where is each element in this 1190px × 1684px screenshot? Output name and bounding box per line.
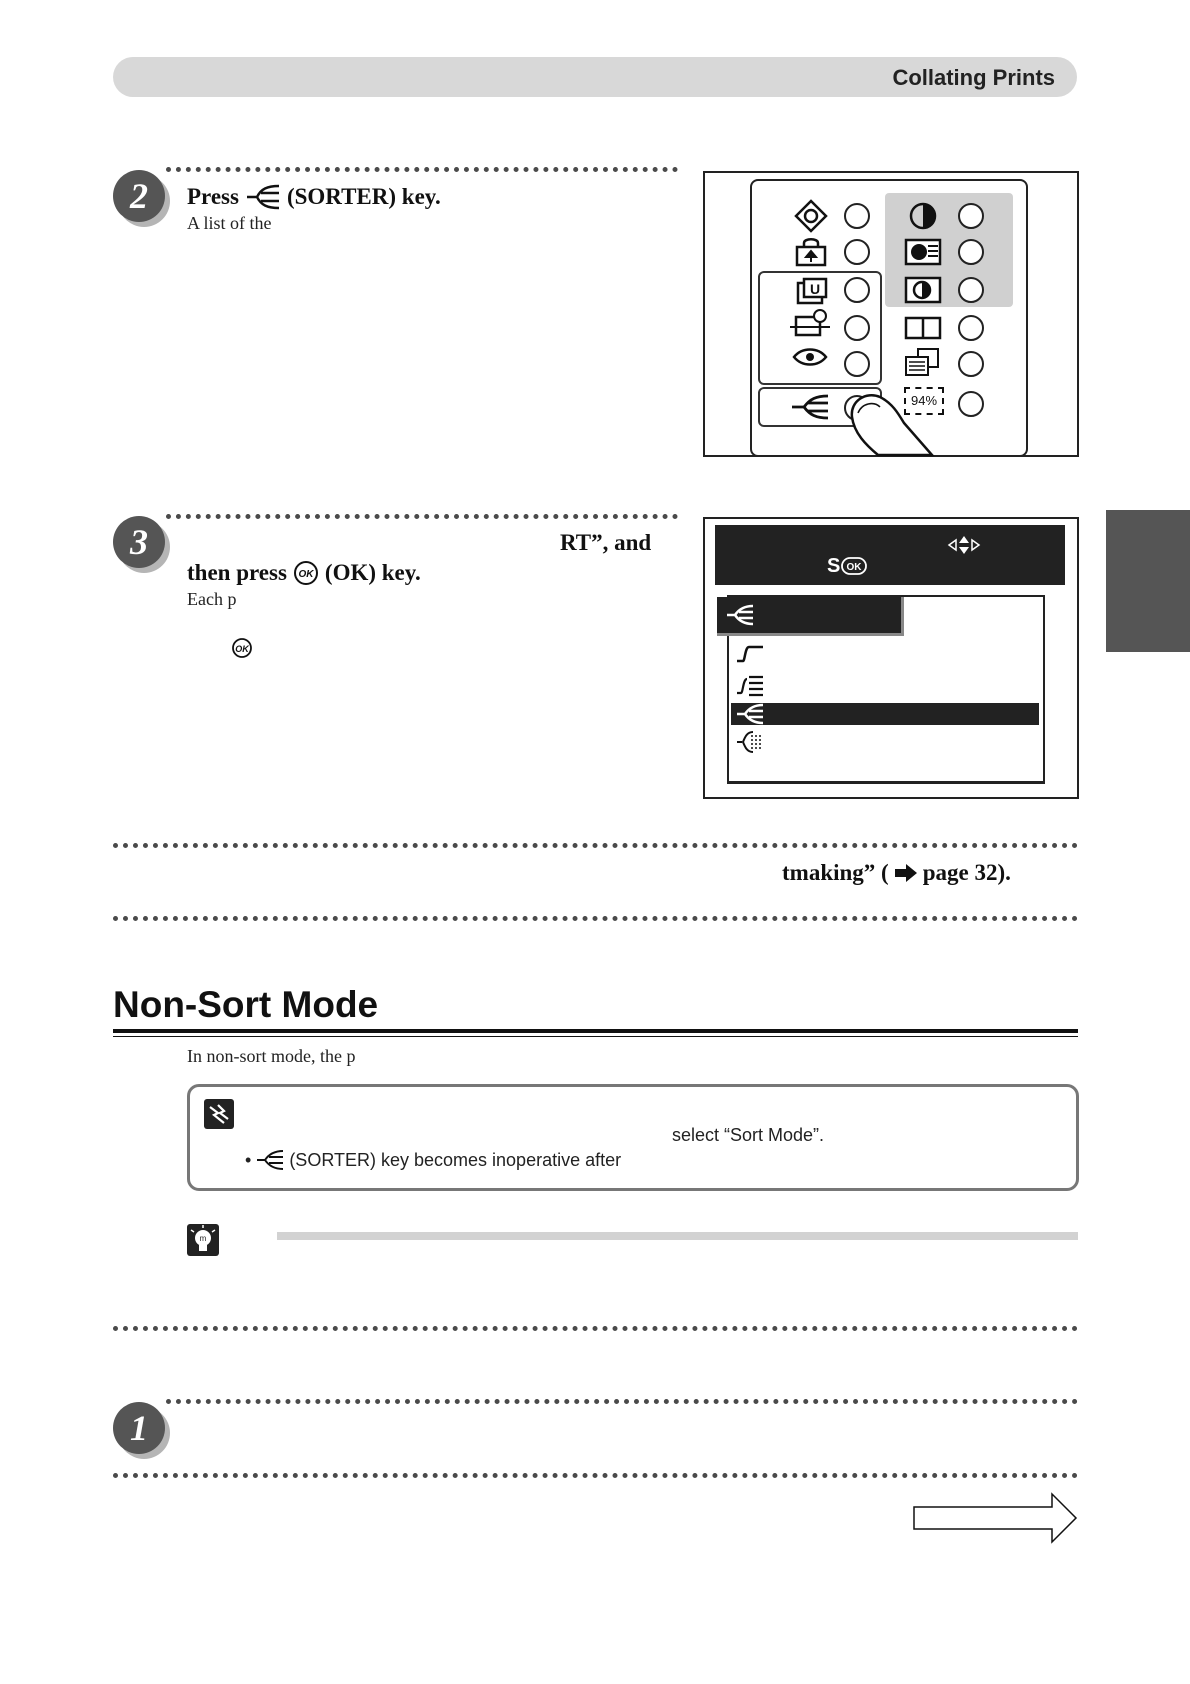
important-note-icon [204,1099,234,1129]
lcd-s-label: S [827,555,841,577]
book-shadow-icon [904,315,942,341]
svg-text:OK: OK [298,569,314,580]
menu-item-staple-sort[interactable] [735,729,1061,757]
non-sort-mode-icon [735,643,765,665]
svg-text:OK: OK [235,644,249,654]
sort-mode-icon [735,702,765,726]
panel-key-button[interactable] [958,203,984,229]
chapter-thumb-tab [1106,510,1190,652]
svg-text:OK: OK [846,562,862,573]
staple-sort-icon [735,729,765,755]
lcd-screen-illustration [703,517,1079,799]
eye-preview-icon [792,345,828,369]
step-number-badge: 3 [113,516,165,568]
header-bar [113,57,1077,97]
finger-pressing-illustration [848,389,938,459]
page-reference-prefix: tmaking” ( [782,860,889,885]
dotted-separator [113,1473,1078,1478]
dotted-separator [113,916,1078,921]
ok-key-icon [293,560,319,586]
step-number-badge: 1 [113,1402,165,1454]
cursor-keys-icon [947,535,981,555]
sorter-icon [725,603,755,627]
ok-key-icon [841,557,867,575]
panel-key-button[interactable] [958,239,984,265]
panel-key-button[interactable] [958,391,984,417]
ok-key-icon [231,637,253,659]
panel-key-button[interactable] [844,351,870,377]
dotted-separator [113,843,1078,848]
group-mode-icon [735,673,765,697]
menu-item-sort-mode-selected[interactable] [731,703,1039,725]
step3-description: Each p [187,589,237,609]
dotted-separator [113,1326,1078,1331]
step2-title [187,183,441,211]
arrow-right-icon [893,863,919,883]
dotted-separator [166,1399,1078,1404]
section-intro: In non-sort mode, the p [187,1046,356,1066]
note-line2-text: (SORTER) key becomes inoperative after [289,1149,622,1170]
step3-title-prefix: then press [187,560,287,585]
step3-title-line1: RT”, and [560,530,652,555]
step2-title-suffix: (SORTER) key. [286,184,441,209]
lcd-header-bar [715,525,1065,585]
panel-key-button[interactable] [844,315,870,341]
page-reference-suffix: page 32). [922,860,1011,885]
dotted-separator [166,167,678,172]
tip-header-bar [277,1232,1078,1240]
step3-title-suffix: (OK) key. [324,560,421,585]
page-reference [782,860,1011,886]
step2-description: A list of the [187,213,272,233]
panel-key-button[interactable] [844,203,870,229]
sorter-icon [245,183,281,211]
important-note-box [187,1084,1079,1191]
tip-lightbulb-icon [187,1224,219,1256]
svg-text:m: m [199,1234,207,1243]
step2-title-prefix: Press [187,184,239,209]
sorter-key-icon [790,393,830,421]
note-bullet: • [245,1149,252,1170]
panel-key-button[interactable] [844,239,870,265]
continue-arrow-icon [912,1492,1078,1544]
user-memory-icon [796,277,828,305]
page-header-title: Collating Prints [892,65,1055,90]
step-number-badge: 2 [113,170,165,222]
reduction-percent-display: 94% [904,387,944,415]
image-density-icon [904,237,942,267]
sorter-menu-title [717,597,904,636]
contrast-icon [908,201,938,231]
control-panel-illustration [703,171,1079,457]
note-line1: select “Sort Mode”. [672,1125,825,1145]
menu-item-group-mode[interactable] [735,671,1061,699]
section-rule-thin [113,1036,1078,1037]
svg-text:U: U [810,281,821,297]
panel-key-button[interactable] [958,315,984,341]
multi-up-icon [904,347,944,377]
photo-mode-icon [904,275,942,305]
panel-key-button[interactable] [958,351,984,377]
lock-icon [794,237,828,267]
sf-print-icon [790,309,830,341]
rotate-icon [794,199,828,233]
sorter-icon [255,1149,285,1171]
control-panel [750,179,1028,457]
note-line2 [245,1149,621,1171]
dotted-separator [166,514,678,519]
panel-key-button[interactable] [844,277,870,303]
section-title: Non-Sort Mode [113,984,379,1025]
section-rule [113,1029,1078,1033]
panel-key-button[interactable] [958,277,984,303]
step3-title-line2 [187,560,421,586]
